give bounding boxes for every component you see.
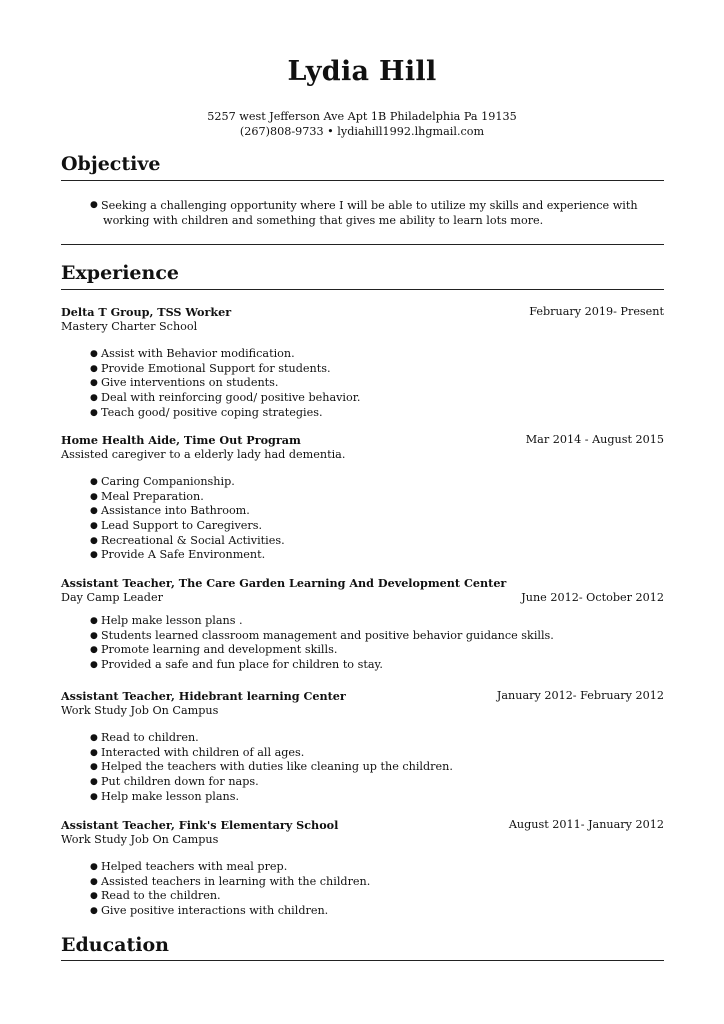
bullet-icon: ● [90, 363, 98, 374]
list-item: ● Provide A Safe Environment. [90, 548, 266, 562]
experience-divider [61, 289, 664, 290]
list-item: ● Recreational & Social Activities. [90, 533, 285, 547]
experience-entry [61, 818, 664, 919]
job-subtitle: Assisted caregiver to a elderly lady had dementia. [61, 447, 346, 461]
job-subtitle: Work Study Job On Campus [61, 832, 219, 846]
list-item: ● Helped the teachers with duties like cleaning up the children. [90, 760, 453, 774]
bullet-icon: ● [90, 378, 98, 389]
list-item: ● Lead Support to Caregivers. [90, 518, 263, 532]
bullet-icon: ● [90, 862, 98, 873]
list-item: ● Meal Preparation. [90, 489, 204, 503]
bullet-icon: ● [90, 905, 98, 916]
list-item: ● Promote learning and development skills. [90, 643, 338, 657]
bullet-icon: ● [90, 506, 98, 517]
bullet-icon: ● [90, 491, 98, 502]
job-title: Home Health Aide, Time Out Program [61, 433, 301, 447]
job-bullet-list [61, 475, 664, 563]
job-bullet-list [61, 347, 664, 420]
job-title: Assistant Teacher, The Care Garden Learning And Development Center [61, 576, 507, 590]
list-item: ● Assisted teachers in learning with the children. [90, 874, 371, 888]
objective-end-divider [61, 244, 664, 245]
list-item: ● Read to the children. [90, 889, 221, 903]
list-item: ● Help make lesson plans . [90, 614, 243, 628]
list-item: ● Assist with Behavior modification. [90, 347, 295, 361]
bullet-icon: ● [90, 349, 98, 360]
list-item: ● Teach good/ positive coping strategies. [90, 405, 323, 419]
experience-heading: Experience [61, 262, 179, 284]
education-heading: Education [61, 934, 169, 956]
list-item: ● Give interventions on students. [90, 376, 279, 390]
contact-line: (267)808-9733 • lydiahill1992.lhgmail.com [239, 125, 485, 138]
objective-line-2: working with children and something that gives me ability to learn lots more. [103, 214, 544, 227]
list-item: ● Deal with reinforcing good/ positive behavior. [90, 390, 361, 404]
objective-divider [61, 180, 664, 181]
bullet-icon: ● [90, 407, 98, 418]
job-dates: January 2012- February 2012 [496, 689, 664, 702]
list-item: ● Students learned classroom management and positive behavior guidance skills. [90, 628, 554, 642]
job-dates: August 2011- January 2012 [508, 818, 664, 831]
bullet-icon: ● [90, 630, 98, 641]
job-subtitle: Mastery Charter School [61, 319, 198, 333]
job-dates: Mar 2014 - August 2015 [525, 433, 664, 446]
bullet-icon: ● [90, 876, 98, 887]
bullet-icon: ● [90, 733, 98, 744]
job-dates: June 2012- October 2012 [521, 590, 664, 604]
bullet-icon: ● [90, 891, 98, 902]
job-subtitle: Day Camp Leader [61, 590, 163, 604]
experience-entry [61, 433, 664, 563]
bullet-icon: ● [90, 392, 98, 403]
bullet-icon: ● [90, 200, 98, 210]
bullet-icon: ● [90, 659, 98, 670]
list-item: ● Help make lesson plans. [90, 789, 239, 803]
objective-text [61, 198, 664, 228]
job-title: Assistant Teacher, Fink's Elementary School [61, 818, 339, 832]
bullet-icon: ● [90, 645, 98, 656]
job-bullet-list [61, 860, 664, 918]
list-item: ● Provide Emotional Support for students. [90, 361, 331, 375]
bullet-icon: ● [90, 747, 98, 758]
job-subtitle: Work Study Job On Campus [61, 703, 219, 717]
list-item: ● Caring Companionship. [90, 475, 235, 489]
list-item: ● Helped teachers with meal prep. [90, 860, 288, 874]
experience-entry [61, 576, 664, 673]
address-line: 5257 west Jefferson Ave Apt 1B Philadelphia Pa 19135 [207, 110, 517, 123]
bullet-icon: ● [90, 762, 98, 773]
bullet-icon: ● [90, 535, 98, 546]
bullet-icon: ● [90, 616, 98, 627]
bullet-icon: ● [90, 477, 98, 488]
bullet-icon: ● [90, 550, 98, 561]
job-title: Delta T Group, TSS Worker [61, 305, 232, 319]
job-bullet-list [61, 731, 664, 804]
list-item: ● Put children down for naps. [90, 774, 259, 788]
list-item: ● Give positive interactions with children. [90, 903, 329, 917]
list-item: ● Provided a safe and fun place for children to stay. [90, 657, 383, 671]
experience-entry [61, 689, 664, 804]
education-divider [61, 960, 664, 961]
job-dates: February 2019- Present [529, 305, 664, 318]
bullet-icon: ● [90, 776, 98, 787]
list-item: ● Interacted with children of all ages. [90, 745, 305, 759]
job-bullet-list [61, 614, 664, 672]
objective-line-1: Seeking a challenging opportunity where I will be able to utilize my skills and experience with [101, 199, 638, 212]
objective-heading: Objective [61, 153, 161, 175]
bullet-icon: ● [90, 791, 98, 802]
list-item: ● Assistance into Bathroom. [90, 504, 250, 518]
job-title: Assistant Teacher, Hidebrant learning Center [61, 689, 346, 703]
resume-name: Lydia Hill [287, 56, 437, 87]
experience-entry [61, 305, 664, 420]
list-item: ● Read to children. [90, 731, 199, 745]
bullet-icon: ● [90, 520, 98, 531]
